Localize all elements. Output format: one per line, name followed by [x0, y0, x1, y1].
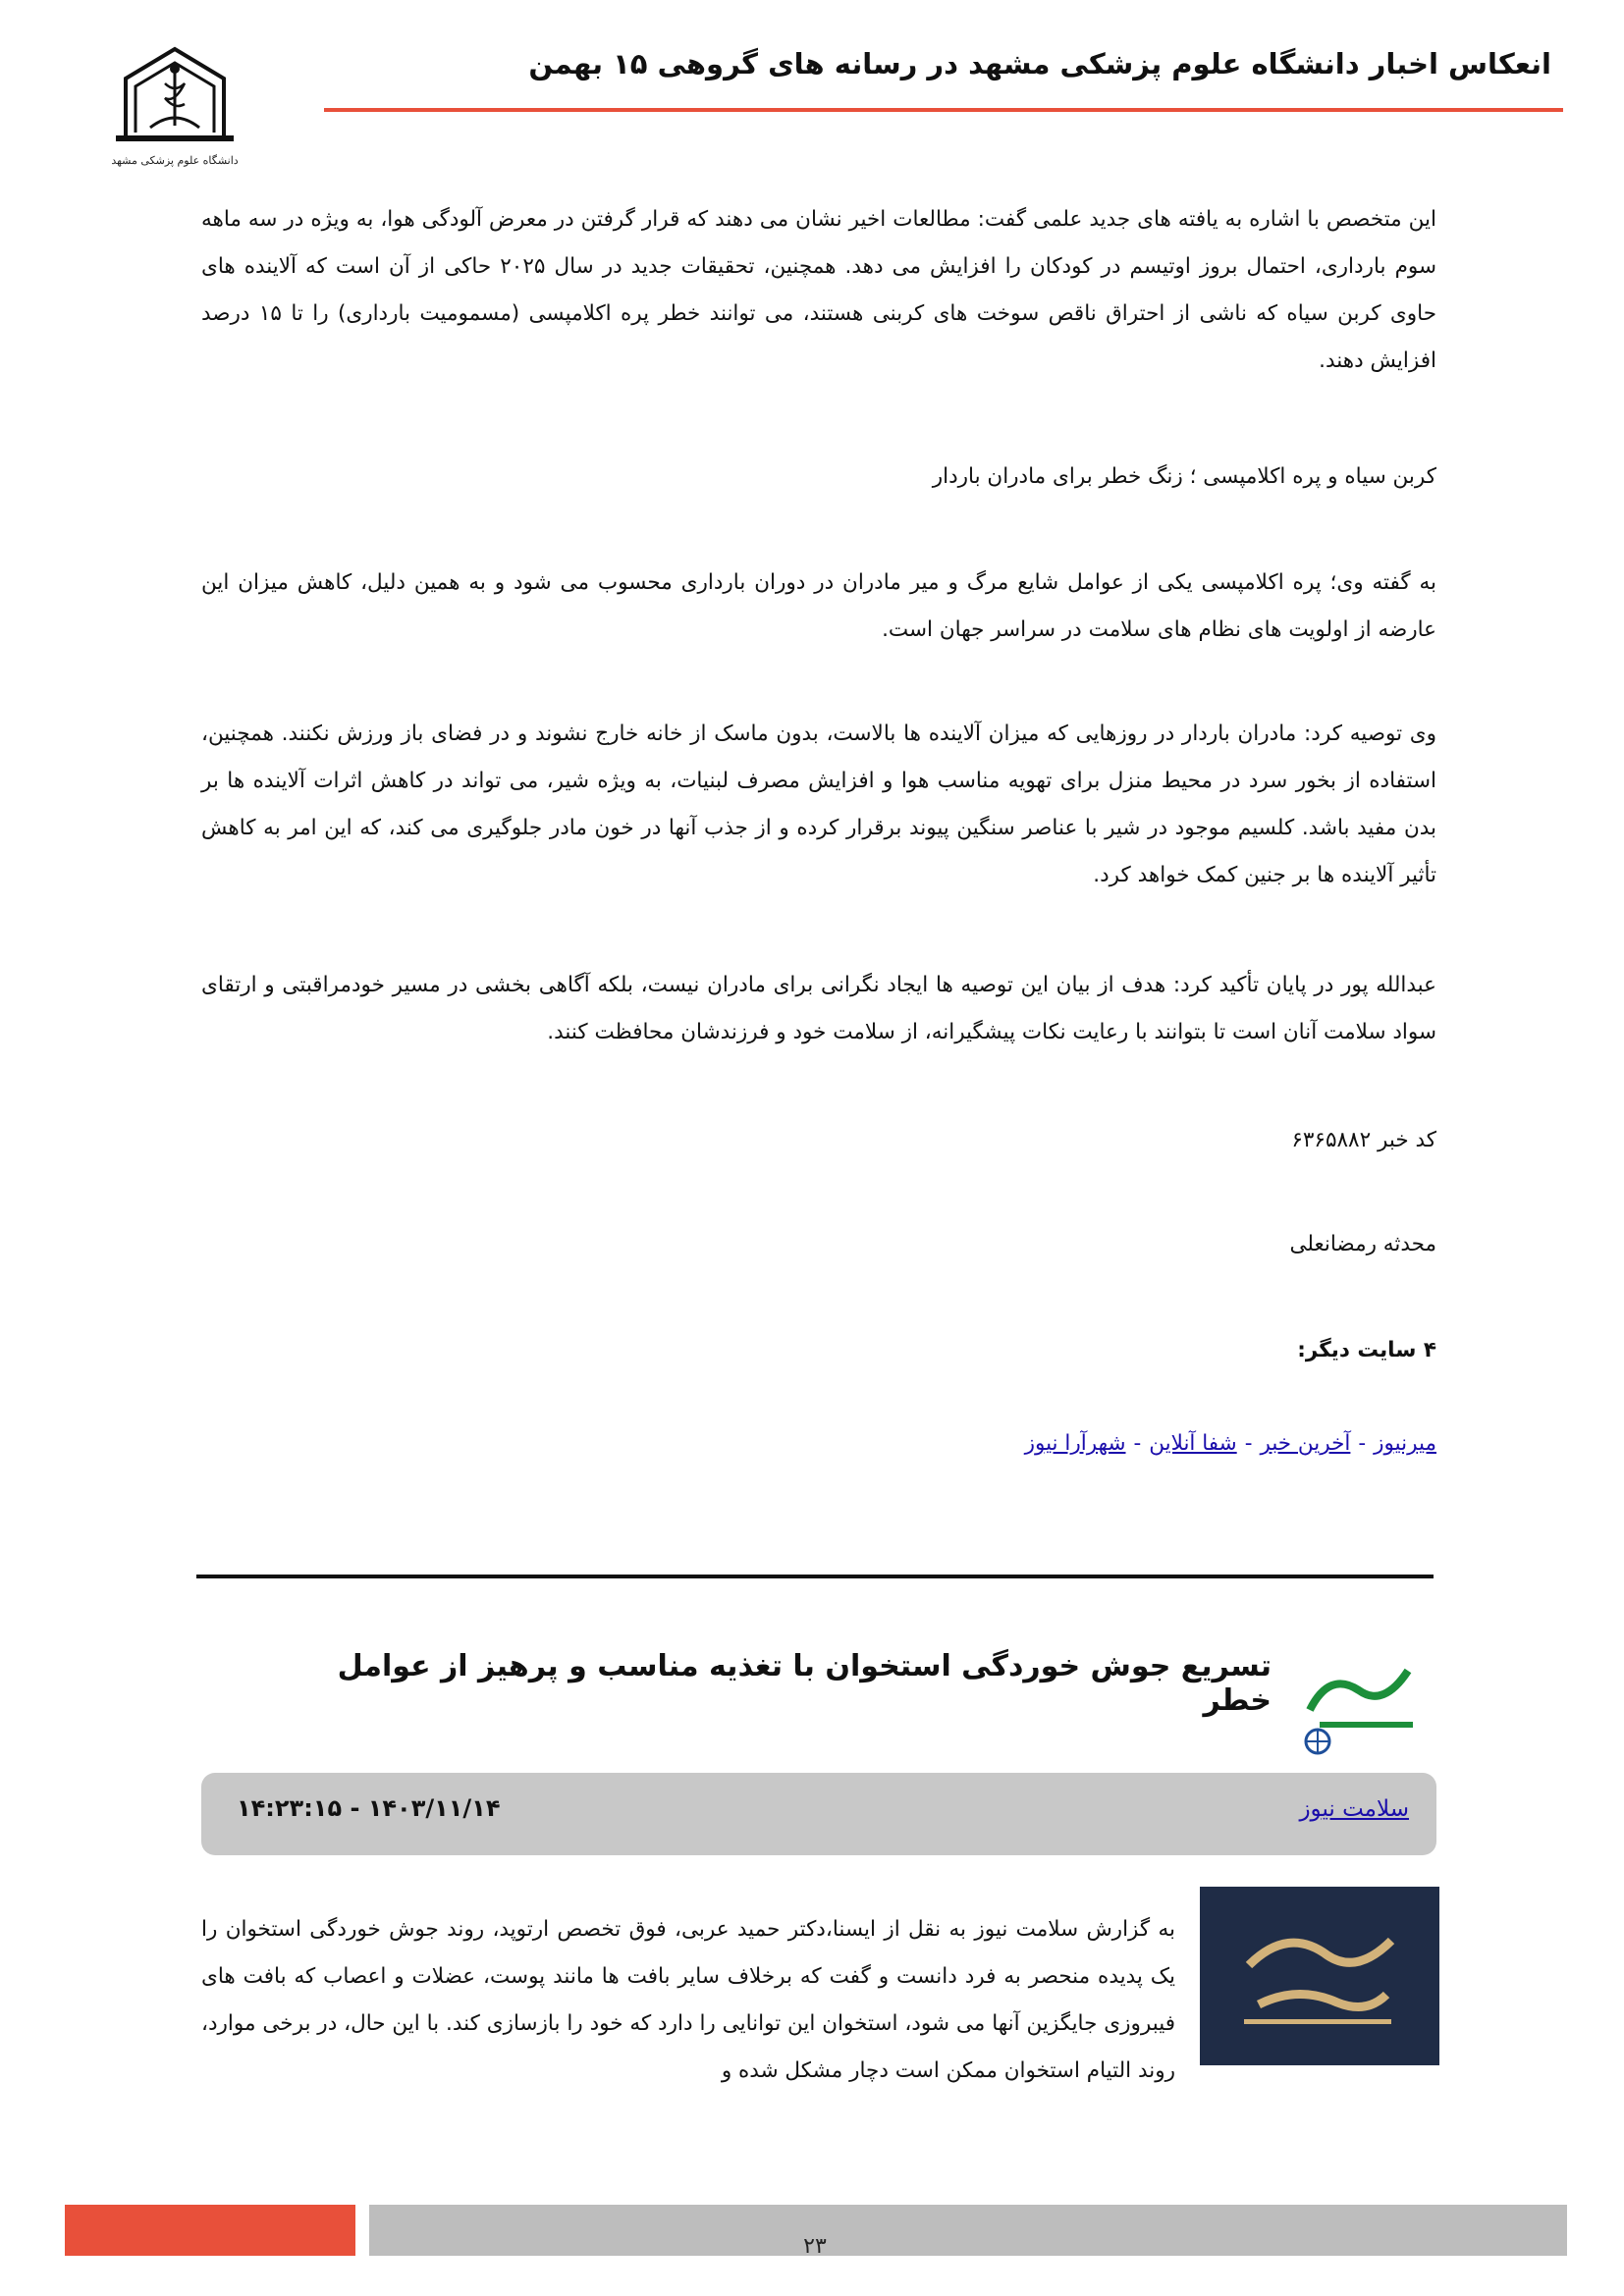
header-divider	[324, 108, 1563, 112]
other-sites-label: ۴ سایت دیگر:	[1297, 1338, 1436, 1362]
author-name: محدثه رمضانعلی	[1289, 1232, 1436, 1256]
article-paragraph: عبدالله پور در پایان تأکید کرد: هدف از بیان این توصیه ها ایجاد نگرانی برای مادران نیست، بلکه آگاهی بخشی در مسیر خودمراقبتی و ارتقای سواد سلامت آنان است تا بتوانند با رعایت نکات پیشگیرانه، از سلامت خود و فرزندشان محافظت کنند.	[201, 973, 1436, 1044]
article-title: تسریع جوش خوردگی استخوان با تغذیه مناسب و پرهیز از عوامل خطر	[337, 1649, 1272, 1718]
page-number: ۲۳	[803, 2234, 827, 2259]
site-link-mirnews[interactable]: میرنیوز	[1374, 1431, 1436, 1456]
link-separator: -	[1244, 1431, 1253, 1456]
news-code: کد خبر ۶۳۶۵۸۸۲	[1291, 1128, 1436, 1152]
news-source-logo-icon	[1290, 1651, 1437, 1759]
footer-accent-bar	[65, 2205, 355, 2256]
publish-datetime: ۱۴:۲۳:۱۵ - ۱۴۰۳/۱۱/۱۴	[237, 1794, 501, 1822]
link-separator: -	[1358, 1431, 1367, 1456]
article-paragraph: وی توصیه کرد: مادران باردار در روزهایی که میزان آلاینده ها بالاست، بدون ماسک از خانه خارج نشوند و در فضای باز ورزش نکنند. همچنین، استفاده از بخور سرد در محیط منزل برای تهویه مناسب هوا و افزایش مصرف لبنیات، به ویژه شیر، می تواند در کاهش اثرات آلاینده ها بر بدن مفید باشد. کلسیم موجود در شیر با عناصر سنگین پیوند برقرار کرده و از جذب آنها در خون مادر جلوگیری می کند، که این امر به کاهش تأثیر آلاینده ها بر جنین کمک خواهد کرد.	[201, 721, 1436, 887]
article-body: به گزارش سلامت نیوز به نقل از ایسنا،دکتر حمید عربی، فوق تخصص ارتوپد، روند جوش خوردگی استخوان را یک پدیده منحصر به فرد دانست و گفت که برخلاف سایر بافت ها مانند پوست، عضلات و اعصاب که بافت های فیبروزی جایگزین آنها می شود، استخوان این توانایی را دارد که خود را بازسازی کند. با این حال، در برخی موارد، روند التیام استخوان ممکن است دچار مشکل شده و	[201, 1916, 1175, 2083]
link-separator: -	[1133, 1431, 1142, 1456]
article-thumbnail	[1200, 1887, 1439, 2065]
site-link-shahrara-news[interactable]: شهرآرا نیوز	[1024, 1431, 1126, 1456]
logo-caption: دانشگاه علوم پزشکی مشهد	[111, 154, 239, 167]
news-source-link[interactable]: سلامت نیوز	[1299, 1796, 1409, 1822]
salamat-news-logo	[1290, 1651, 1437, 1759]
site-link-shafa-online[interactable]: شفا آنلاین	[1149, 1431, 1237, 1456]
article-paragraph: این متخصص با اشاره به یافته های جدید علمی گفت: مطالعات اخیر نشان می دهند که قرار گرفتن در معرض آلودگی هوا، به ویژه در سه ماهه سوم بارداری، احتمال بروز اوتیسم در کودکان را افزایش می دهد. همچنین، تحقیقات جدید در سال ۲۰۲۵ حاکی از آن است که آلاینده های حاوی کربن سیاه که ناشی از احتراق ناقص سوخت های کربنی هستند، می توانند خطر پره اکلامپسی (مسمومیت بارداری) را تا ۱۵ درصد افزایش دهند.	[201, 207, 1436, 373]
section-divider	[196, 1575, 1434, 1578]
footer-bar	[369, 2205, 1567, 2256]
article-paragraph: به گفته وی؛ پره اکلامپسی یکی از عوامل شایع مرگ و میر مادران در دوران بارداری محسوب می شود و به همین دلیل، کاهش میزان این عارضه از اولویت های نظام های سلامت در سراسر جهان است.	[201, 570, 1436, 642]
other-sites-links	[201, 1431, 1436, 1456]
site-link-akharin-khabar[interactable]: آخرین خبر	[1260, 1431, 1351, 1456]
page-header-title: انعکاس اخبار دانشگاه علوم پزشکی مشهد در رسانه های گروهی ۱۵ بهمن	[528, 47, 1551, 80]
thumbnail-image-icon	[1200, 1887, 1439, 2065]
article-subheading: کربن سیاه و پره اکلامپسی ؛ زنگ خطر برای مادران باردار	[932, 464, 1436, 489]
article-info-bar	[201, 1773, 1436, 1855]
